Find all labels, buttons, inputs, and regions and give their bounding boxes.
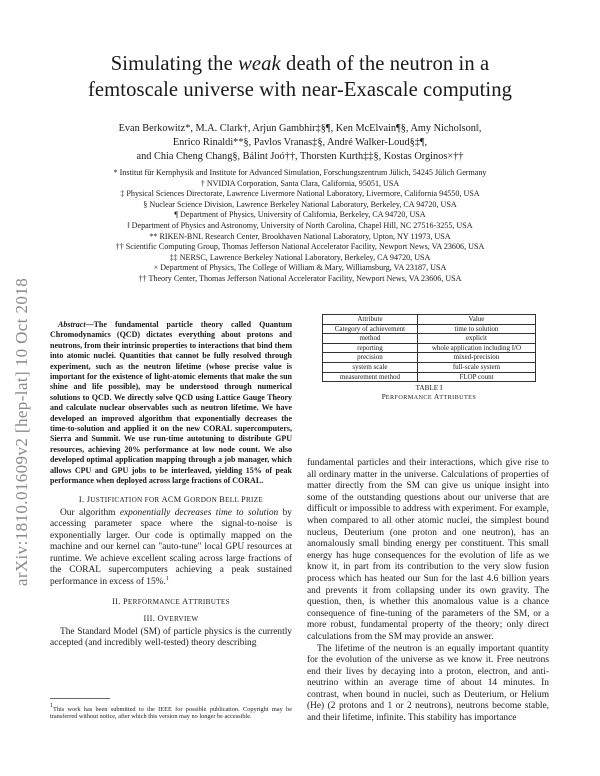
title-line-2: femtoscale universe with near-Exascale computing xyxy=(87,79,513,101)
left-column xyxy=(50,320,292,650)
affiliation: †† Theory Center, Thomas Jefferson National Accelerator Facility, Newport News, VA 23606, USA xyxy=(138,273,462,283)
affiliation: ¶ Department of Physics, University of California, Berkeley, CA 94720, USA xyxy=(174,210,426,220)
table-header: Value xyxy=(417,315,535,325)
table-row xyxy=(323,343,536,353)
table-cell: mixed-precision xyxy=(417,353,535,363)
section-heading-overview: III. OVERVIEW xyxy=(143,613,199,623)
table-caption-number: TABLE I xyxy=(415,384,443,393)
table-cell: full-scale system xyxy=(417,362,535,372)
affiliation: †† Scientific Computing Group, Thomas Jefferson National Accelerator Facility, Newport News, VA 23606, USA xyxy=(115,242,485,252)
table-cell: precision xyxy=(323,353,418,363)
table-cell: whole application including I/O xyxy=(417,343,535,353)
table-row xyxy=(323,334,536,344)
footnote xyxy=(50,703,292,721)
table-caption-title: PERFORMANCE ATTRIBUTES xyxy=(381,393,477,402)
table-row xyxy=(323,353,536,363)
affiliation: × Department of Physics, The College of William & Mary, Williamsburg, VA 23187, USA xyxy=(153,263,447,273)
table-row xyxy=(323,324,536,334)
author-list xyxy=(60,122,540,164)
affiliation: † NVIDIA Corporation, Santa Clara, California, 95051, USA xyxy=(200,178,400,188)
title-line-1 xyxy=(40,51,560,77)
authors-line-1: Evan Berkowitz*, M.A. Clark†, Arjun Gambhir‡§¶, Ken McElvain¶§, Amy Nicholson‖, xyxy=(118,123,482,134)
table-cell: system scale xyxy=(323,362,418,372)
table-caption xyxy=(322,384,536,402)
affiliation-list xyxy=(40,168,560,285)
table-header-row xyxy=(323,315,536,325)
affiliation: § Nuclear Science Division, Lawrence Berkeley National Laboratory, Berkeley, CA 94720, USA xyxy=(143,199,457,209)
table-cell: reporting xyxy=(323,343,418,353)
abstract xyxy=(50,320,292,487)
footnote-mark: 1 xyxy=(50,703,53,709)
affiliation: ‡ Physical Sciences Directorate, Lawrence Livermore National Laboratory, Livermore, California 94550, USA xyxy=(120,189,480,199)
table-cell: explicit xyxy=(417,334,535,344)
title-emphasis: weak xyxy=(238,53,281,75)
arxiv-stamp[interactable]: arXiv:1810.01609v2 [hep-lat] 10 Oct 2018 xyxy=(12,277,31,587)
justification-emphasis: exponentially decreases time to solution xyxy=(119,507,279,518)
affiliation: ** RIKEN-BNL Research Center, Brookhaven National Laboratory, Upton, NY 11973, USA xyxy=(149,231,451,241)
authors-line-2: Enrico Rinaldi**§, Pavlos Vranas‡§, André Walker-Loud§‡¶, xyxy=(172,137,428,148)
footnote-text: This work has been submitted to the IEEE for possible publication. Copyright may be transferred without notice, after which this version may no longer be accessible. xyxy=(50,706,292,721)
table-cell: method xyxy=(323,334,418,344)
table-row xyxy=(323,372,536,382)
abstract-text: —The fundamental particle theory called Quantum Chromodynamics (QCD) dictates everything about protons and neutrons, from their intrinsic properties to interactions that bind them into atomic nuclei. Quantities that cannot be fully resolved through experiment, such as the neutron lifetime (whose precise value is important for the existence of light-atomic elements that make the sun shine and life possible), may be understood through numerical solutions to QCD. We directly solve QCD using Lattice Gauge Theory and calculate nuclear observables such as neutron lifetime. We have developed an improved algorithm that exponentially decreases the time-to-solution and applied it on the new CORAL supercomputers, Sierra and Summit. We use run-time autotuning to distribute GPU resources, achieving 20% performance at low node count. We also developed optimal application mapping through a job manager, which allows CPU and GPU jobs to be interleaved, yielding 15% of peak performance when deployed across large fractions of CORAL. xyxy=(50,320,292,486)
section-heading-performance: II. PERFORMANCE ATTRIBUTES xyxy=(112,596,230,606)
paper-title xyxy=(40,51,560,103)
justification-paragraph: Our algorithm exponentially decreases time to solution by accessing parameter space where the signal-to-noise is exponentially larger. Our code is optimally mapped on the machine and our kernel can "auto-tune" local GPU resources at runtime. We achieve excellent scaling across large fractions of the CORAL supercomputers achieving a peak sustained performance in excess of 15%.$^1$ xyxy=(50,507,292,588)
affiliation: ‡‡ NERSC, Lawrence Berkeley National Laboratory, Berkeley, CA 94720, USA xyxy=(169,252,431,262)
section-heading-justification: I. JUSTIFICATION FOR ACM GORDON BELL PRIZE xyxy=(78,494,264,504)
footnote-ref[interactable]: 1 xyxy=(165,576,169,583)
attributes-table xyxy=(322,314,536,382)
neutron-lifetime-paragraph: The lifetime of the neutron is an equally important quantity for the evolution of the universe as we know it. Free neutrons end their lives by decaying into a proton, electron, and anti-neutrino within an average time of about 14 minutes. In contrast, when bound in nuclei, such as Deuterium, or Helium (He) (2 protons and 1 or 2 neutrons), neutrons become stable, and their lifetime, infinite. This stability has importance xyxy=(307,643,549,724)
title-line-1-pre: Simulating the xyxy=(110,53,239,75)
affiliation: * Institut für Kernphysik and Institute for Advanced Simulation, Forschungszentrum Jülich, 54245 Jülich Germany xyxy=(113,168,487,177)
right-column xyxy=(307,458,549,725)
table-cell: FLOP count xyxy=(417,372,535,382)
title-line-1-post: death of the neutron in a xyxy=(280,53,490,75)
affiliation: ‖ Department of Physics and Astronomy, University of North Carolina, Chapel Hill, NC 27516-3255, USA xyxy=(127,220,473,230)
abstract-label: Abstract xyxy=(58,320,86,329)
overview-paragraph: The Standard Model (SM) of particle physics is the currently accepted (and incredibly well-tested) theory describing xyxy=(50,626,292,649)
table-row xyxy=(323,362,536,372)
overview-continued-paragraph: fundamental particles and their interactions, which give rise to all ordinary matter in the universe. Calculations of properties of matter directly from the SM can give us unique insight into some of the outstanding questions about our universe that are difficult or impossible to address with experiment. For example, when compared to all other atomic nuclei, the simplest bound nucleus, Deuterium (one proton and one neutron), has an anomalously small binding energy per constituent. This small energy has huge consequences for the evolution of life as we know it, in part from its contribution to the very slow fusion process which has heated our Sun for the last 4.6 billion years and prevents it from collapsing under its own gravity. The question, then, is whether this anomalous value is a chance consequence of fine-tuning of the parameters of the SM, or a more robust, fundamental property of the theory; only direct calculations from the SM may provide an answer. xyxy=(307,458,549,642)
footnote-divider xyxy=(50,698,110,699)
table-cell: measurement method xyxy=(323,372,418,382)
performance-attributes-table xyxy=(322,314,536,402)
authors-line-3: and Chia Cheng Chang§, Bálint Joó††, Thorsten Kurth‡‡§, Kostas Orginos×†† xyxy=(136,151,464,162)
table-cell: Category of achievement xyxy=(323,324,418,334)
table-cell: time to solution xyxy=(417,324,535,334)
table-header: Attribute xyxy=(323,315,418,325)
